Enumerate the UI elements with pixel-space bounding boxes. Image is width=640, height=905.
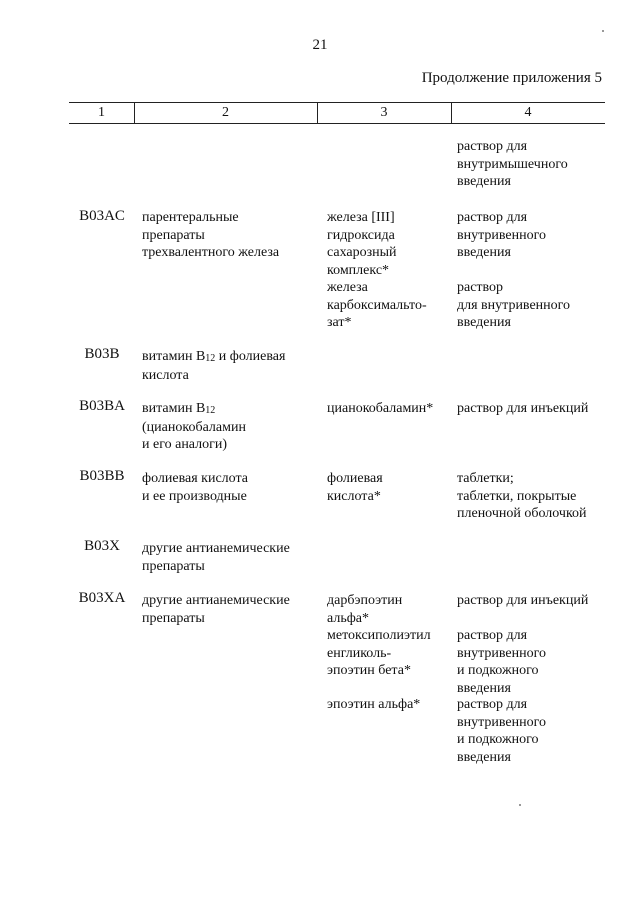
table-cell-drug: метоксиполиэтил енгликоль- эпоэтин бета* — [327, 628, 431, 678]
table-cell-form: таблетки; таблетки, покрытые пленочной оболочкой — [457, 471, 587, 521]
header-col-1: 1 — [98, 105, 105, 120]
table-cell-form: раствор для внутривенного и подкожного введения — [457, 628, 547, 696]
table-cell-name: фолиевая кислота и ее производные — [142, 471, 248, 504]
table-cell-form: раствор для внутривенного введения — [457, 280, 571, 330]
table-cell-name — [142, 348, 320, 384]
atc-code: B03X — [84, 538, 120, 554]
table-cell-name — [142, 400, 320, 454]
page-number: 21 — [312, 37, 328, 53]
scan-speck — [602, 30, 604, 32]
scan-speck — [519, 804, 521, 806]
atc-code: B03AC — [79, 208, 125, 224]
name-text: (цианокобаламин и его аналоги) — [142, 419, 246, 452]
continuation-label: Продолжение приложения 5 — [421, 70, 602, 86]
atc-code: B03BB — [79, 468, 125, 484]
header-col-4: 4 — [524, 105, 532, 120]
header-col-3: 3 — [380, 105, 388, 120]
table-cell-form: раствор для инъекций — [457, 401, 589, 416]
table-cell-form: раствор для внутримышечного введения — [457, 139, 568, 189]
table-cell-drug: эпоэтин альфа* — [327, 697, 421, 712]
atc-code: B03BA — [79, 398, 125, 414]
name-subscript: 12 — [205, 405, 216, 416]
table-cell-drug: железа карбоксимальто- зат* — [327, 280, 427, 330]
table-cell-drug: дарбэпоэтин альфа* — [327, 593, 403, 626]
table-cell-form: раствор для внутривенного и подкожного введения — [457, 697, 547, 765]
table-cell-drug: железа [III] гидроксида сахарозный комплекс* — [327, 210, 397, 278]
name-text: и фолиевая кислота — [142, 349, 286, 383]
table-cell-drug: фолиевая кислота* — [327, 471, 383, 504]
table-cell-name: другие антианемические препараты — [142, 541, 290, 574]
table-cell-form: раствор для инъекций — [457, 593, 589, 608]
table-cell-form: раствор для внутривенного введения — [457, 210, 547, 260]
table-cell-drug: цианокобаламин* — [327, 401, 434, 416]
name-text: витамин B — [142, 401, 206, 416]
name-text: витамин B — [142, 349, 206, 364]
atc-code: B03B — [84, 346, 120, 362]
table-cell-name: другие антианемические препараты — [142, 593, 290, 626]
header-col-2: 2 — [222, 105, 229, 120]
table-cell-name: парентеральные препараты трехвалентного железа — [142, 210, 280, 260]
atc-code: B03XA — [78, 590, 126, 606]
name-subscript: 12 — [205, 353, 216, 364]
table-header — [69, 102, 605, 124]
